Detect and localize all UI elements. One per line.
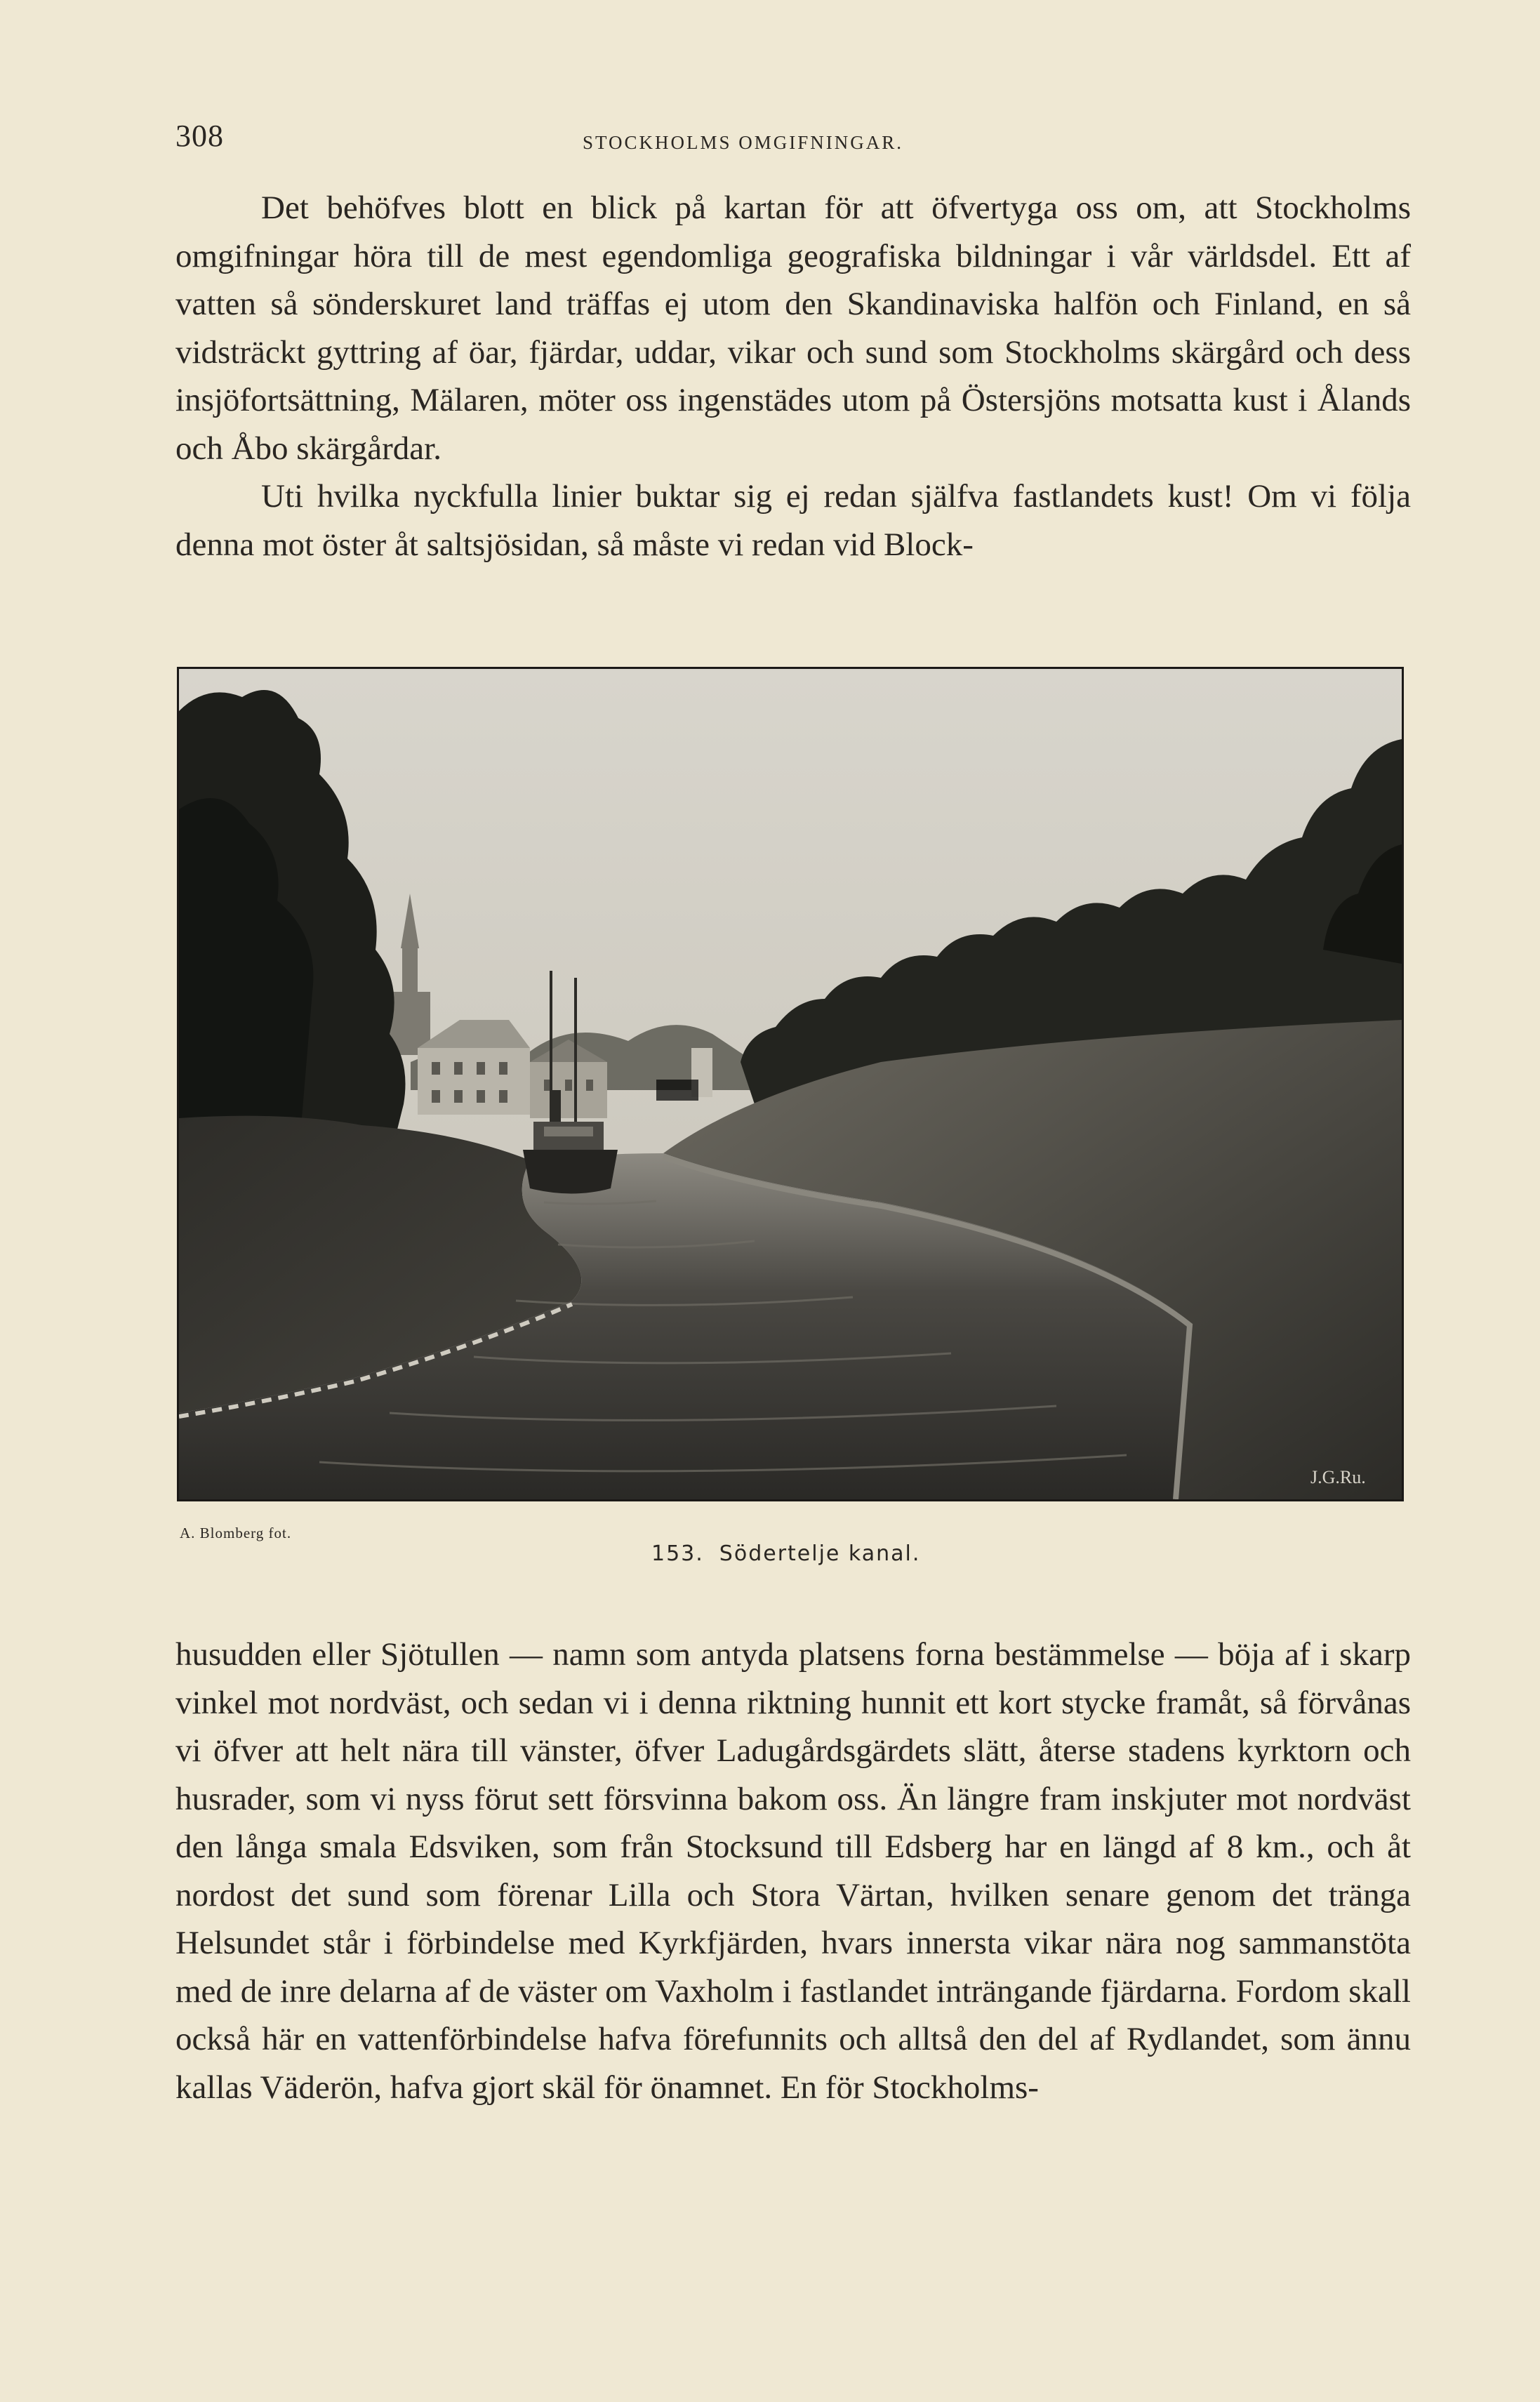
figure-number: 153. [651, 1541, 704, 1566]
page-number: 308 [175, 119, 224, 153]
engraver-mark: J.G.Ru. [1310, 1467, 1366, 1487]
running-head: STOCKHOLMS OMGIFNINGAR. [583, 132, 904, 153]
figure-caption [651, 1541, 920, 1566]
body-text-top [175, 184, 1411, 569]
paragraph: husudden eller Sjötullen — namn som antyda platsens forna bestämmelse — böja af i skarp vinkel mot nordväst, och sedan vi i denna riktning hunnit ett kort stycke framåt, så förvånas vi öfver att helt nära till vänster, öfver Ladugårdsgärdets slätt, återse stadens kyrktorn och husrader, som vi nyss förut sett försvinna bakom oss. Än längre fram inskjuter mot nordväst den långa smala Edsviken, som från Stocksund till Edsberg har en längd af 8 km., och åt nordost det sund som förenar Lilla och Stora Värtan, hvilken senare genom det tränga Helsundet står i förbindelse med Kyrkfjärden, hvars innersta vikar nära nog sammanstöta med de inre delarna af de väster om Vaxholm i fastlandet inträngande fjärdarna. Fordom skall också här en vattenförbindelse hafva förefunnits och alltså den del af Rydlandet, som ännu kallas Väderön, hafva gjort skäl för önamnet. En för Stockholms- [175, 1636, 1411, 2106]
paragraph: Det behöfves blott en blick på kartan för att öfvertyga oss om, att Stockholms omgifningar höra till de mest egendomliga geografiska bildningar i vår världsdel. Ett af vatten så sönderskuret land träffas ej utom den Skandinaviska halfön och Finland, en så vidsträckt gyttring af öar, fjärdar, uddar, vikar och sund som Stockholms skärgård och dess insjöfortsättning, Mälaren, möter oss ingenstädes utom på Östersjöns motsatta kust i Ålands och Åbo skärgårdar. [175, 190, 1411, 467]
canal-photograph [177, 667, 1404, 1501]
paragraph: Uti hvilka nyckfulla linier buktar sig ej redan själfva fastlandets kust! Om vi följa denna mot öster åt saltsjösidan, så måste vi redan vid Block- [175, 478, 1411, 563]
figure-title: Södertelje kanal. [719, 1541, 921, 1566]
photo-credit: A. Blomberg fot. [180, 1525, 292, 1541]
body-text-bottom [175, 1631, 1411, 2111]
